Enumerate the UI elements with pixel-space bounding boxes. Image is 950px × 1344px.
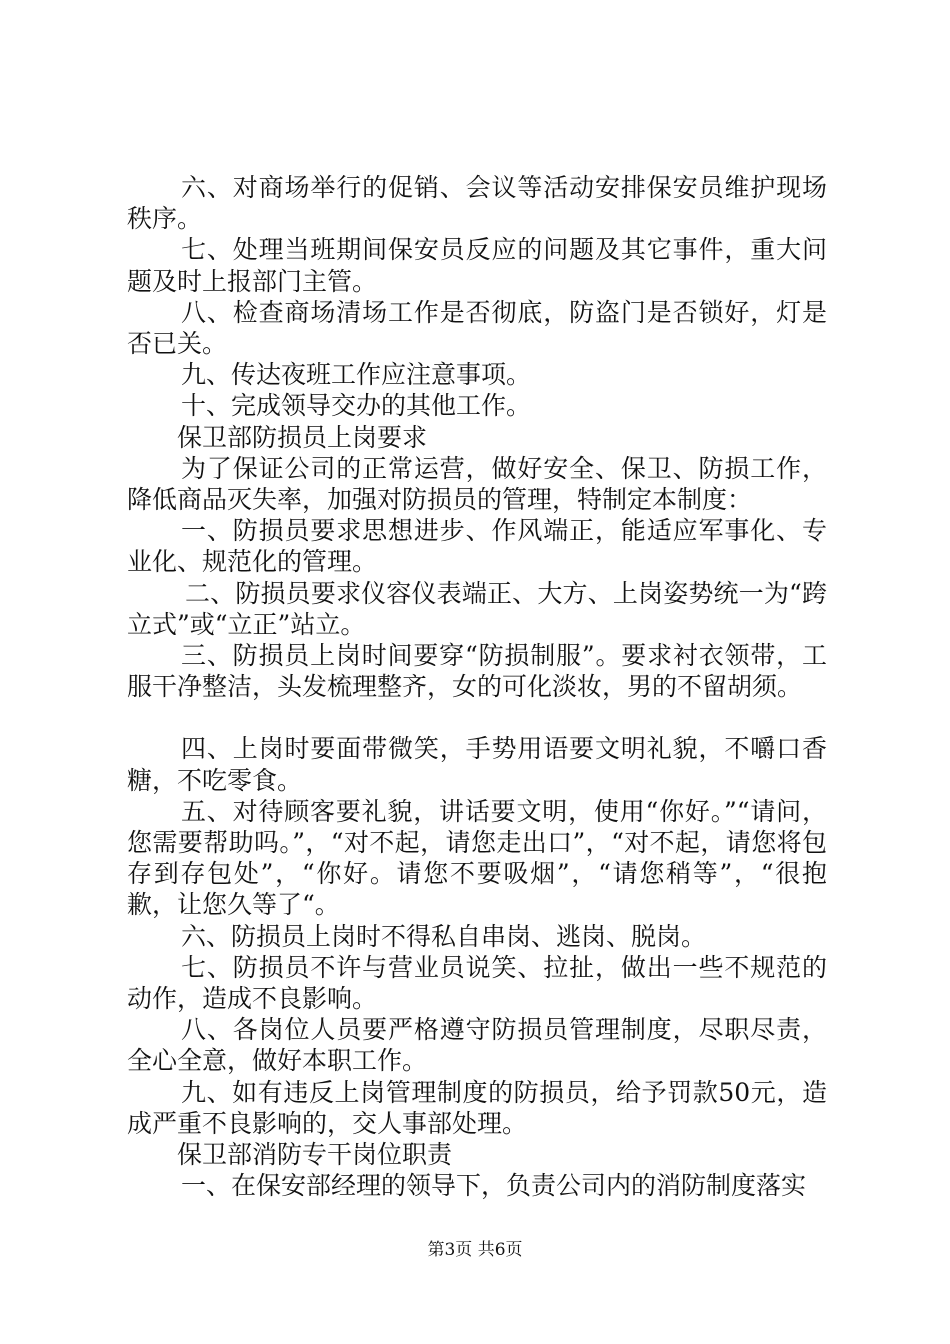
section-heading-fire-safety: 保卫部消防专干岗位职责 xyxy=(177,1140,453,1170)
paragraph-rule-7: 七、防损员不许与营业员说笑、拉扯，做出一些不规范的动作，造成不良影响。 xyxy=(127,952,827,1014)
paragraph-rule-3: 三、防损员上岗时间要穿“防损制服”。要求衬衣领带，工服干净整洁，头发梳理整齐，女的可化淡妆，男的不留胡须。 xyxy=(127,641,827,702)
paragraph-item-8-closing-check: 八、检查商场清场工作是否彻底，防盗门是否锁好，灯是否已关。 xyxy=(127,297,827,359)
section-heading-loss-prevention: 保卫部防损员上岗要求 xyxy=(177,422,428,452)
paragraph-item-6-order: 六、对商场举行的促销、会议等活动安排保安员维护现场秩序。 xyxy=(127,173,827,234)
document-body xyxy=(127,172,827,1202)
paragraph-intro: 为了保证公司的正常运营，做好安全、保卫、防损工作，降低商品灭失率，加强对防损员的管理，特制定本制度： xyxy=(127,453,827,515)
paragraph-fire-duty-1: 一、在保安部经理的领导下，负责公司内的消防制度落实 xyxy=(181,1171,807,1201)
paragraph-rule-9: 九、如有违反上岗管理制度的防损员，给予罚款50元，造成严重不良影响的，交人事部处理。 xyxy=(127,1077,827,1138)
paragraph-rule-8: 八、各岗位人员要严格遵守防损员管理制度，尽职尽责，全心全意，做好本职工作。 xyxy=(127,1015,827,1076)
paragraph-item-7-issues: 七、处理当班期间保安员反应的问题及其它事件，重大问题及时上报部门主管。 xyxy=(127,235,827,296)
paragraph-rule-5: 五、对待顾客要礼貌，讲话要文明，使用“你好。”“请问，您需要帮助吗。”，“对不起，请您走出口”，“对不起，请您将包存到存包处”，“你好。请您不要吸烟”，“请您稍等”，“很抱歉，让您久等了“。 xyxy=(127,796,827,920)
paragraph-item-9-night-shift: 九、传达夜班工作应注意事项。 xyxy=(181,360,532,390)
paragraph-rule-6: 六、防损员上岗时不得私自串岗、逃岗、脱岗。 xyxy=(181,921,707,951)
paragraph-rule-1: 一、防损员要求思想进步、作风端正，能适应军事化、专业化、规范化的管理。 xyxy=(127,516,827,577)
paragraph-item-10-other-work: 十、完成领导交办的其他工作。 xyxy=(181,391,532,421)
paragraph-rule-4: 四、上岗时要面带微笑，手势用语要文明礼貌，不嚼口香糖，不吃零食。 xyxy=(127,734,827,795)
blank-line xyxy=(127,702,827,733)
page-footer: 第3页 共6页 xyxy=(427,1240,523,1260)
paragraph-rule-2: 二、防损员要求仪容仪表端正、大方、上岗姿势统一为“跨立式”或“立正”站立。 xyxy=(127,578,827,639)
